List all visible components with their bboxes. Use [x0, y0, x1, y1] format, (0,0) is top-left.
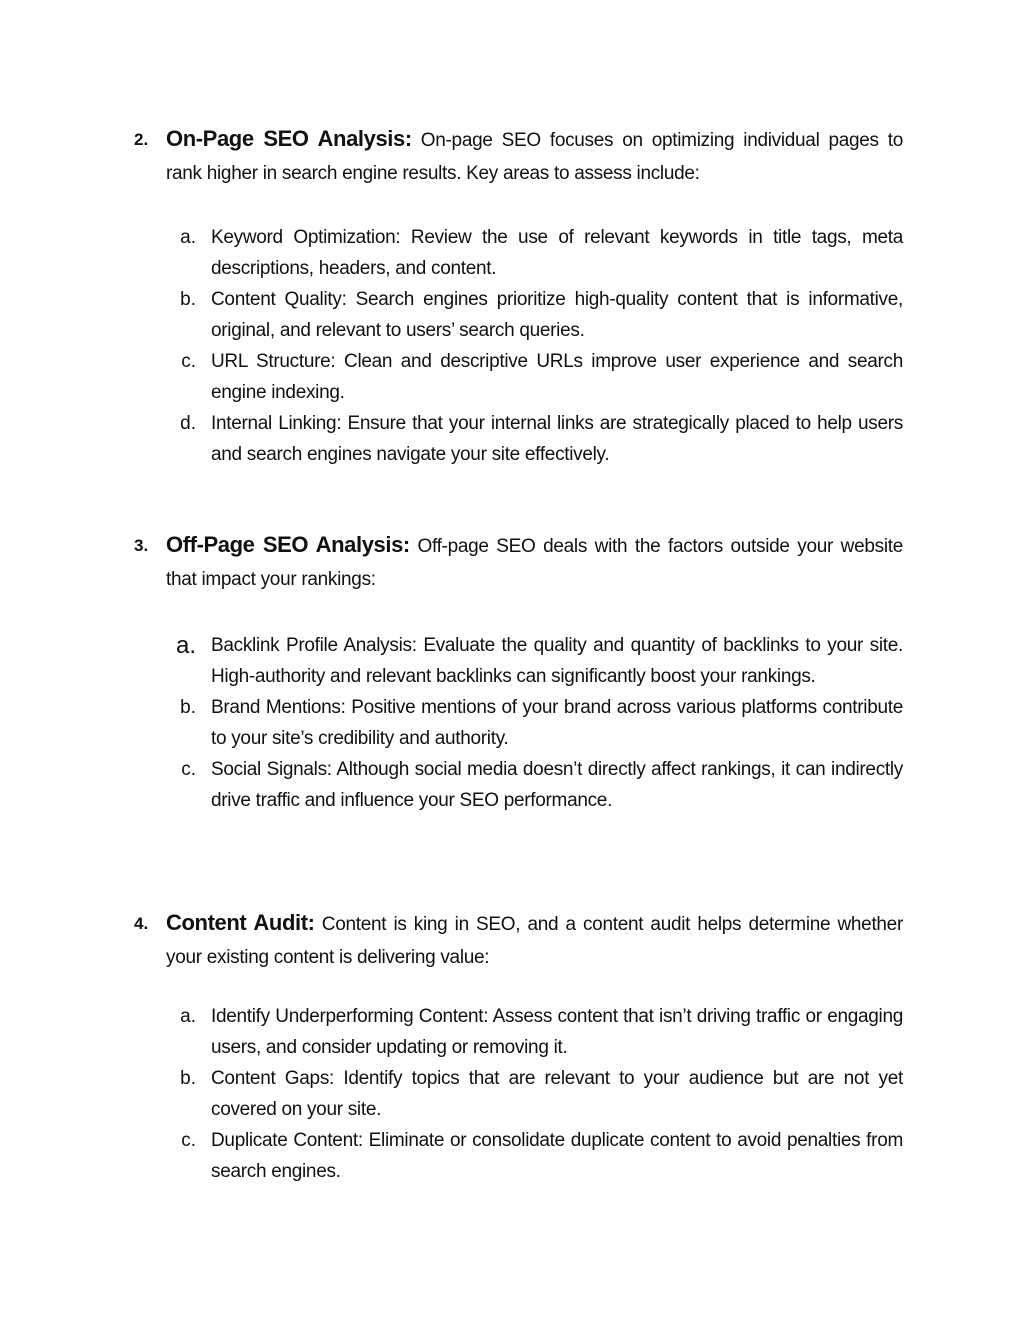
item-text: Content Quality: Search engines prioritize high-quality content that is informative, original, and relevant to users’ search queries. [211, 289, 903, 341]
list-item [0, 284, 1024, 346]
item-letter: b. [180, 1068, 196, 1089]
item-letter: c. [181, 1130, 196, 1151]
list-item [0, 222, 1024, 284]
item-list [0, 630, 1024, 816]
item-letter: b. [180, 289, 196, 310]
item-letter: b. [180, 697, 196, 718]
section-intro: Content is king in SEO, and a content audit helps determine whether your existing content is delivering value: [166, 914, 903, 968]
item-text: Keyword Optimization: Review the use of relevant keywords in title tags, meta descriptions, headers, and content. [211, 227, 903, 279]
item-text: Social Signals: Although social media doesn’t directly affect rankings, it can indirectly drive traffic and influence your SEO performance. [211, 759, 903, 811]
section-paragraph [166, 528, 903, 596]
item-list [0, 222, 1024, 470]
list-item [0, 692, 1024, 754]
section-heading: Off-Page SEO Analysis: [166, 532, 410, 557]
section-heading: On-Page SEO Analysis: [166, 126, 412, 151]
list-item [0, 1063, 1024, 1125]
section-number: 2. [134, 130, 149, 149]
section-paragraph [166, 122, 903, 190]
item-letter: a. [175, 632, 196, 659]
item-text: Brand Mentions: Positive mentions of your brand across various platforms contribute to your site’s credibility and authority. [211, 697, 903, 749]
item-letter: d. [180, 413, 196, 434]
item-text: Content Gaps: Identify topics that are relevant to your audience but are not yet covered on your site. [211, 1068, 903, 1120]
list-item [0, 408, 1024, 470]
list-item [0, 1125, 1024, 1187]
item-letter: a. [180, 1006, 196, 1027]
item-text: Backlink Profile Analysis: Evaluate the quality and quantity of backlinks to your site. High-authority and relevant backlinks can significantly boost your rankings. [211, 635, 903, 687]
item-text: Identify Underperforming Content: Assess content that isn’t driving traffic or engaging users, and consider updating or removing it. [211, 1006, 903, 1058]
list-item [0, 346, 1024, 408]
list-item [0, 1001, 1024, 1063]
item-letter: c. [181, 351, 196, 372]
section-intro: On-page SEO focuses on optimizing individual pages to rank higher in search engine results. Key areas to assess include: [166, 130, 903, 184]
section-intro: Off-page SEO deals with the factors outside your website that impact your rankings: [166, 536, 904, 590]
item-text: Duplicate Content: Eliminate or consolidate duplicate content to avoid penalties from search engines. [211, 1130, 903, 1182]
section-number: 3. [134, 536, 149, 555]
item-text: URL Structure: Clean and descriptive URLs improve user experience and search engine indexing. [211, 351, 903, 403]
item-letter: c. [181, 759, 196, 780]
item-text: Internal Linking: Ensure that your internal links are strategically placed to help users and search engines navigate your site effectively. [211, 413, 903, 465]
list-item [0, 754, 1024, 816]
section-heading: Content Audit: [166, 910, 315, 935]
item-list [0, 1001, 1024, 1187]
section-number: 4. [134, 914, 149, 933]
item-letter: a. [180, 227, 196, 248]
section-paragraph [166, 906, 903, 974]
list-item [0, 630, 1024, 692]
